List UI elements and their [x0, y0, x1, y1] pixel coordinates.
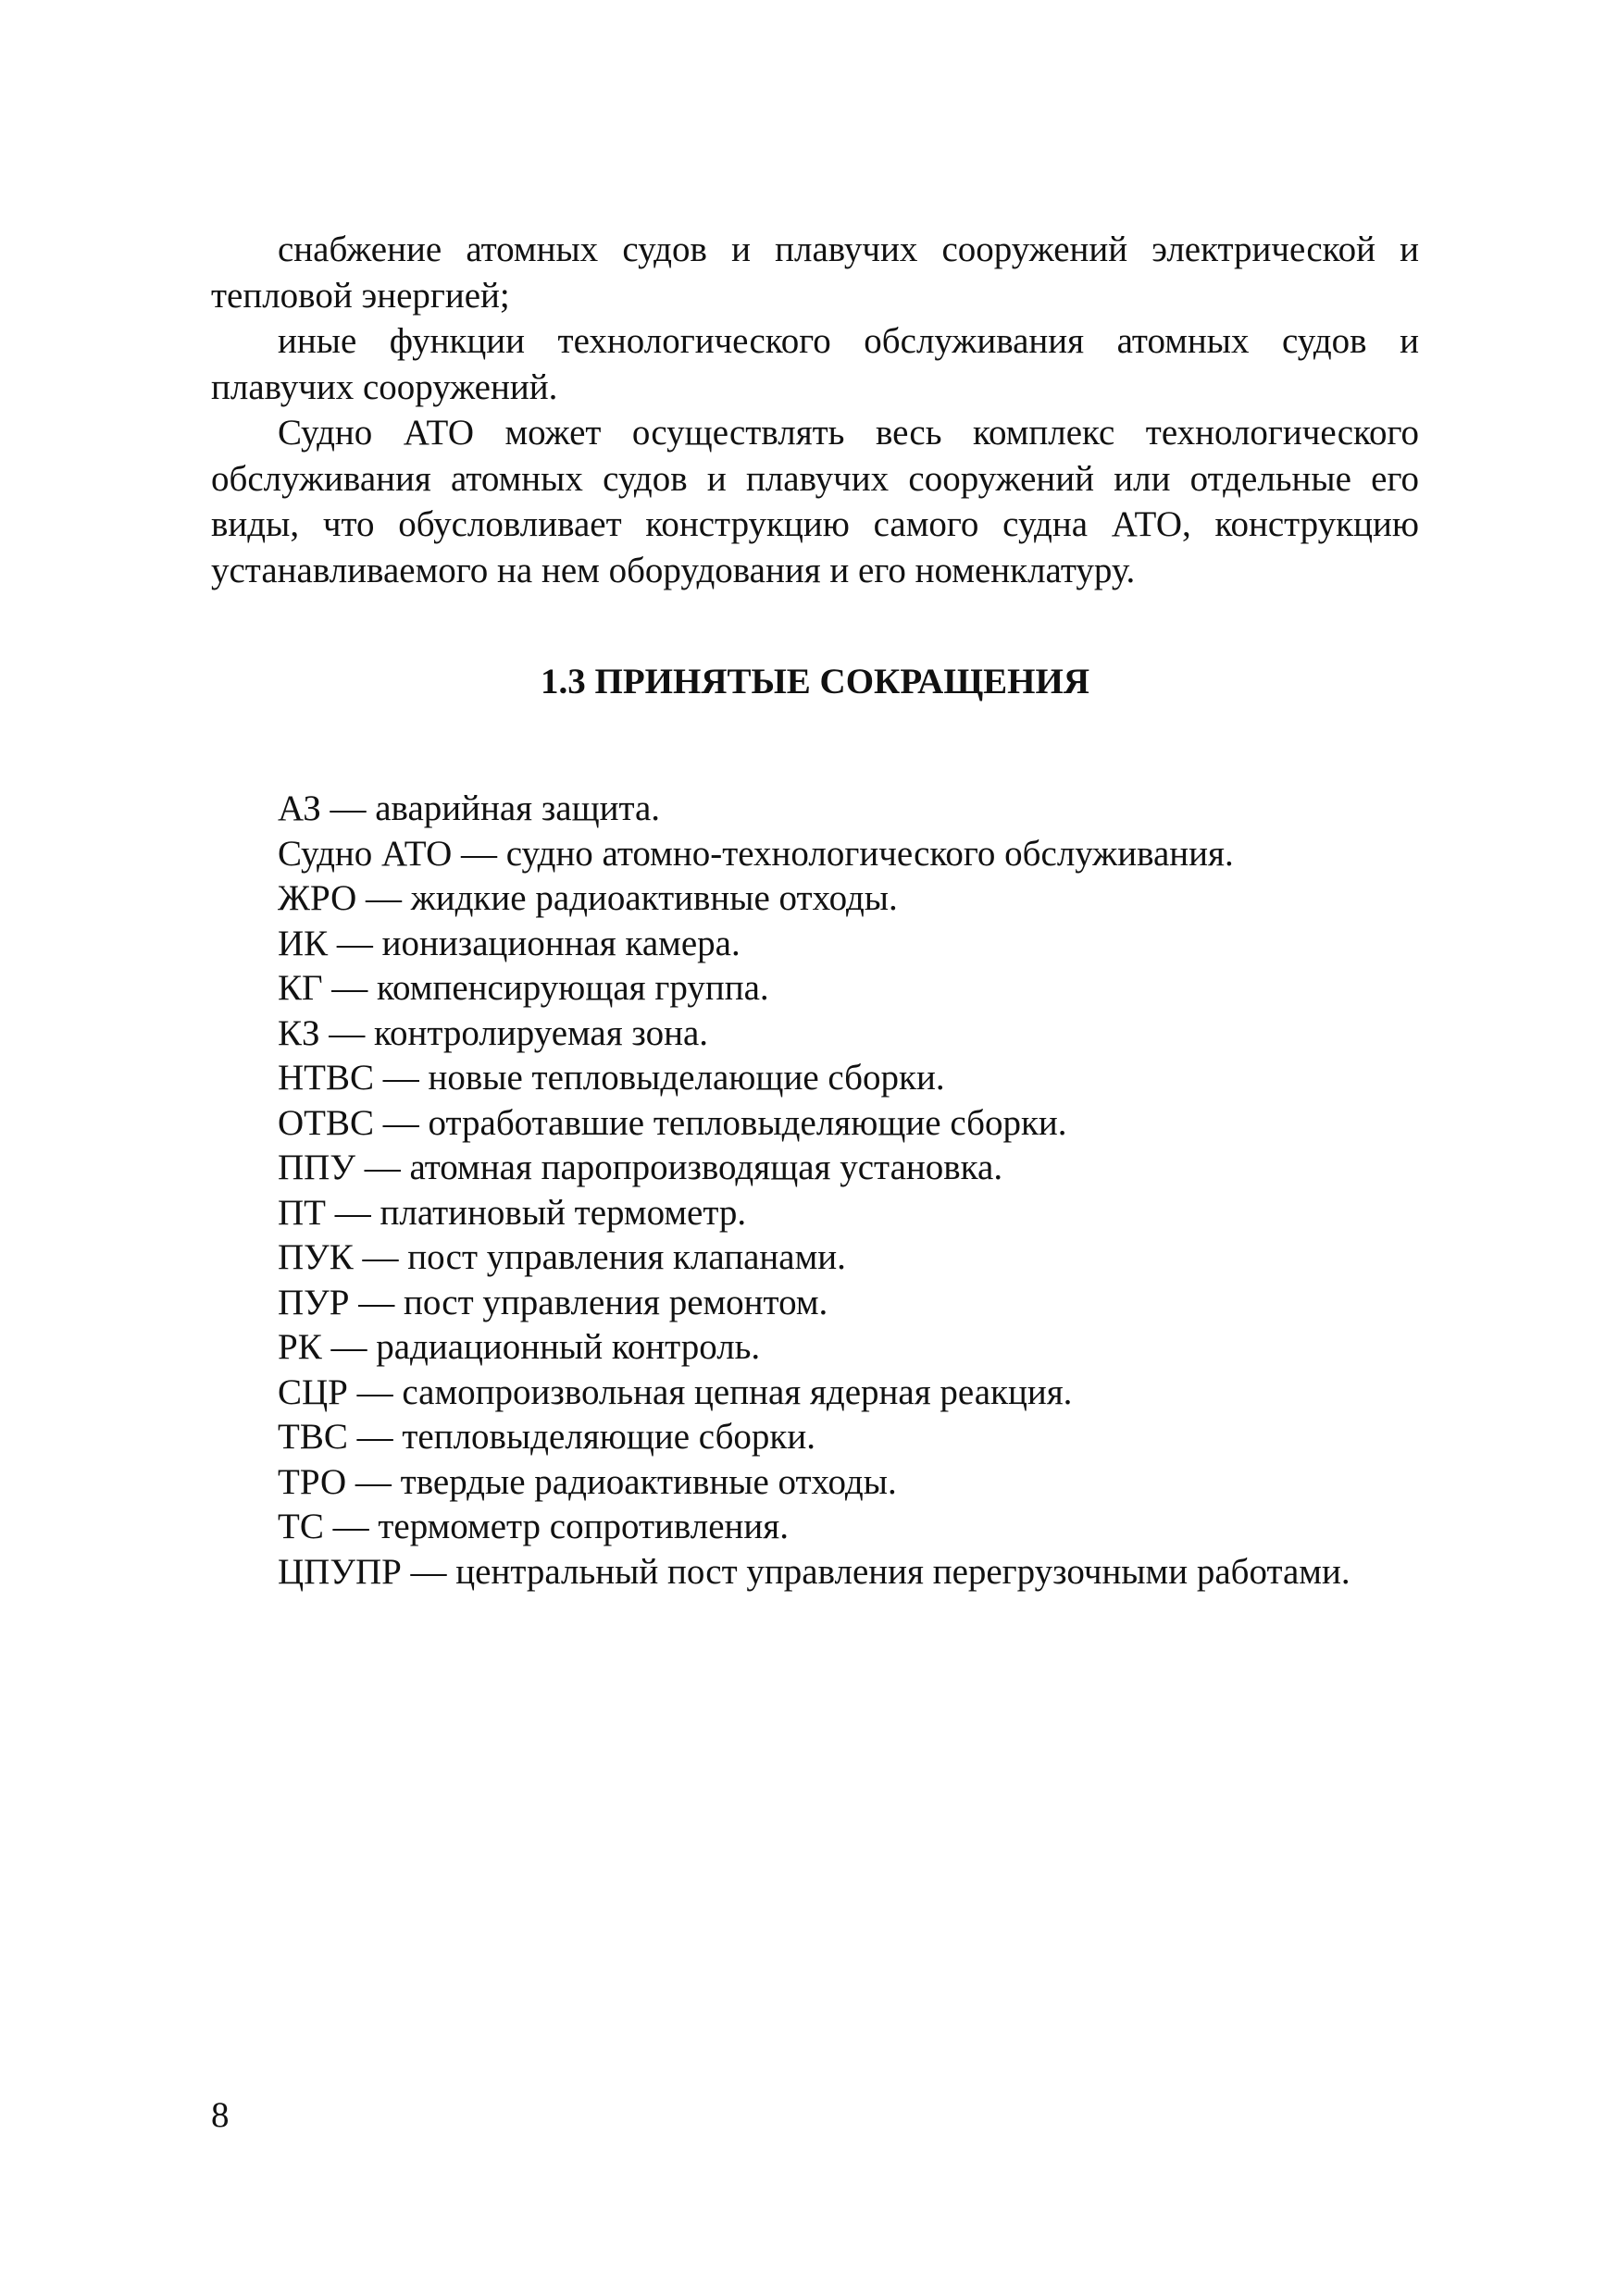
abbreviation-item: АЗ — аварийная защита. — [278, 788, 661, 828]
abbreviation-item: КЗ — контролируемая зона. — [278, 1012, 709, 1053]
abbreviation-item: ТРО — твердые радиоактивные отходы. — [278, 1461, 897, 1502]
abbreviation-list — [278, 787, 1481, 1595]
intro-paragraph: иные функции технологического обслуживания атомных судов и плавучих сооружений. — [211, 321, 1419, 407]
abbreviation-item: СЦР — самопроизвольная цепная ядерная реакция. — [278, 1371, 1073, 1412]
abbreviation-item: ОТВС — отработавшие тепловыделяющие сборки. — [278, 1102, 1067, 1143]
abbreviation-item: ТВС — тепловыделяющие сборки. — [278, 1417, 816, 1457]
abbreviation-item: КГ — компенсирующая группа. — [278, 968, 769, 1008]
abbreviation-item: ЦПУПР — центральный пост управления перегрузочными работами. — [278, 1551, 1350, 1592]
abbreviation-item: ПУК — пост управления клапанами. — [278, 1237, 846, 1277]
abbreviation-item: ПУР — пост управления ремонтом. — [278, 1282, 828, 1322]
abbreviation-item: РК — радиационный контроль. — [278, 1327, 761, 1367]
abbreviation-item: ИК — ионизационная камера. — [278, 923, 741, 963]
abbreviation-item: НТВС — новые тепловыделающие сборки. — [278, 1058, 945, 1098]
section-heading: 1.3 ПРИНЯТЫЕ СОКРАЩЕНИЯ — [540, 662, 1090, 701]
page-number: 8 — [211, 2095, 230, 2135]
abbreviation-item: ППУ — атомная паропроизводящая установка. — [278, 1148, 1003, 1187]
intro-text — [211, 227, 1419, 593]
abbreviation-item: ЖРО — жидкие радиоактивные отходы. — [278, 878, 898, 918]
abbreviation-item: Судно АТО — судно атомно-технологического обслуживания. — [278, 833, 1234, 874]
abbreviation-item: ТС — термометр сопротивления. — [278, 1507, 789, 1546]
intro-paragraph: снабжение атомных судов и плавучих сооружений электрической и тепловой энергией; — [211, 230, 1419, 316]
intro-paragraph: Судно АТО может осуществлять весь комплекс технологического обслуживания атомных судов и плавучих сооружений или отдельные его виды, что обусловливает конструкцию самого судна АТО, конструкцию устанавливаемого на нем оборудования и его номенклатуру. — [211, 413, 1419, 590]
abbreviation-item: ПТ — платиновый термометр. — [278, 1192, 747, 1233]
